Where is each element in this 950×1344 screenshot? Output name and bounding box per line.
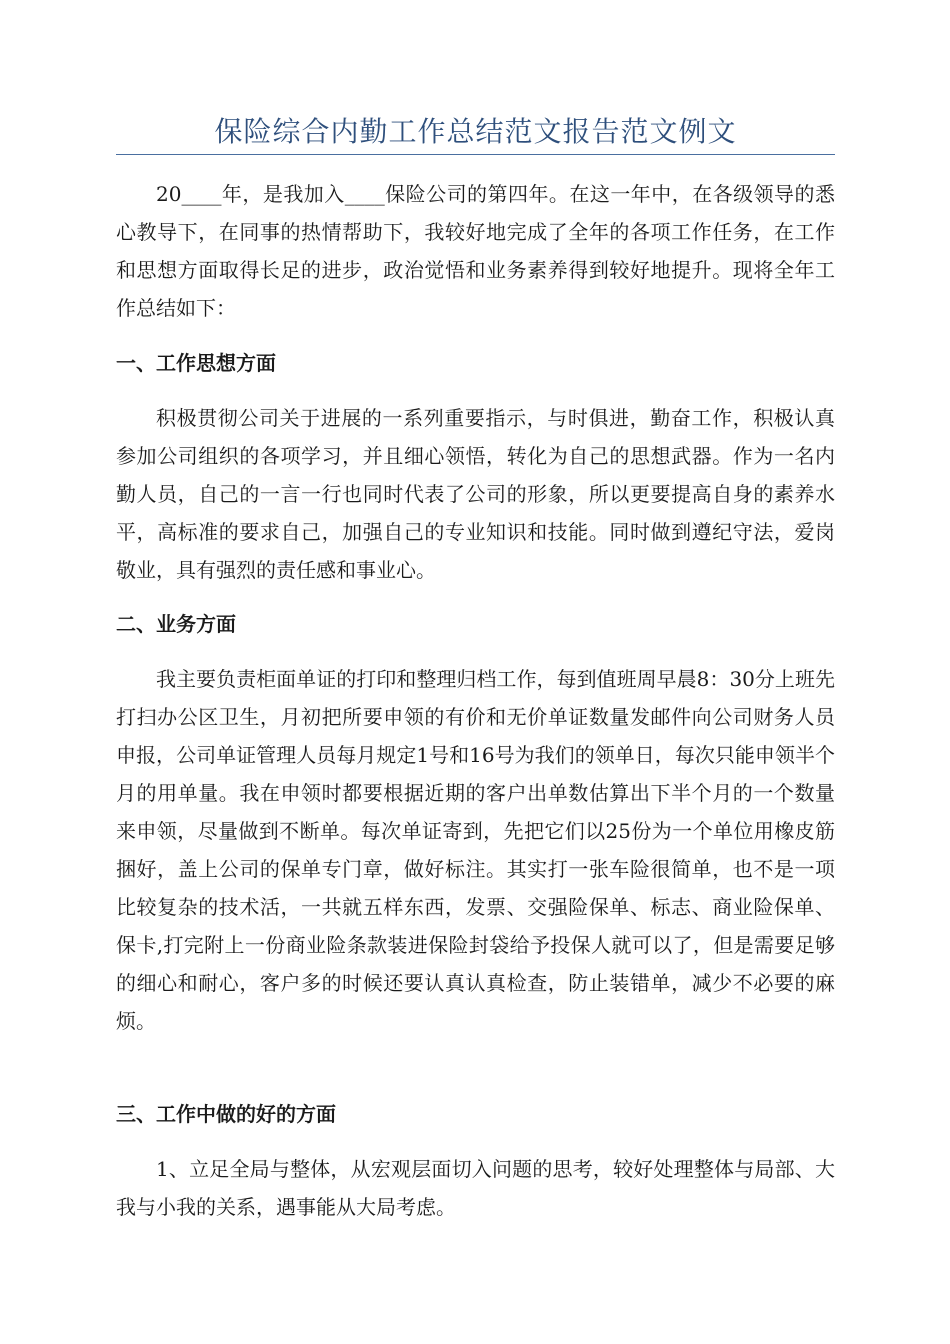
document-title: 保险综合内勤工作总结范文报告范文例文 — [214, 115, 737, 148]
section-heading-3: 三、工作中做的好的方面 — [116, 1102, 336, 1126]
section-heading-1: 一、工作思想方面 — [116, 351, 276, 375]
intro-paragraph: 20____年，是我加入____保险公司的第四年。在这一年中，在各级领导的悉心教导下，在同事的热情帮助下，我较好地完成了全年的各项工作任务，在工作和思想方面取得长足的进步，政治觉悟和业务素养得到较好地提升。现将全年工作总结如下： — [116, 182, 835, 320]
section-heading-2: 二、业务方面 — [116, 612, 236, 636]
section-paragraph-3: 1、立足全局与整体，从宏观层面切入问题的思考，较好处理整体与局部、大我与小我的关系，遇事能从大局考虑。 — [116, 1157, 835, 1219]
title-underline — [116, 154, 835, 155]
section-paragraph-1: 积极贯彻公司关于进展的一系列重要指示，与时俱进，勤奋工作，积极认真参加公司组织的各项学习，并且细心领悟，转化为自己的思想武器。作为一名内勤人员，自己的一言一行也同时代表了公司的形象，所以更要提高自身的素养水平，高标准的要求自己，加强自己的专业知识和技能。同时做到遵纪守法，爱岗敬业，具有强烈的责任感和事业心。 — [116, 406, 835, 582]
section-paragraph-2: 我主要负责柜面单证的打印和整理归档工作，每到值班周早晨8：30分上班先打扫办公区卫生，月初把所要申领的有价和无价单证数量发邮件向公司财务人员申报，公司单证管理人员每月规定1号和16号为我们的领单日，每次只能申领半个月的用单量。我在申领时都要根据近期的客户出单数估算出下半个月的一个数量来申领，尽量做到不断单。每次单证寄到，先把它们以25份为一个单位用橡皮筋捆好，盖上公司的保单专门章，做好标注。其实打一张车险很简单，也不是一项比较复杂的技术活，一共就五样东西，发票、交强险保单、标志、商业险保单、保卡,打完附上一份商业险条款装进保险封袋给予投保人就可以了，但是需要足够的细心和耐心，客户多的时候还要认真认真检查，防止装错单，减少不必要的麻烦。 — [116, 667, 835, 1033]
